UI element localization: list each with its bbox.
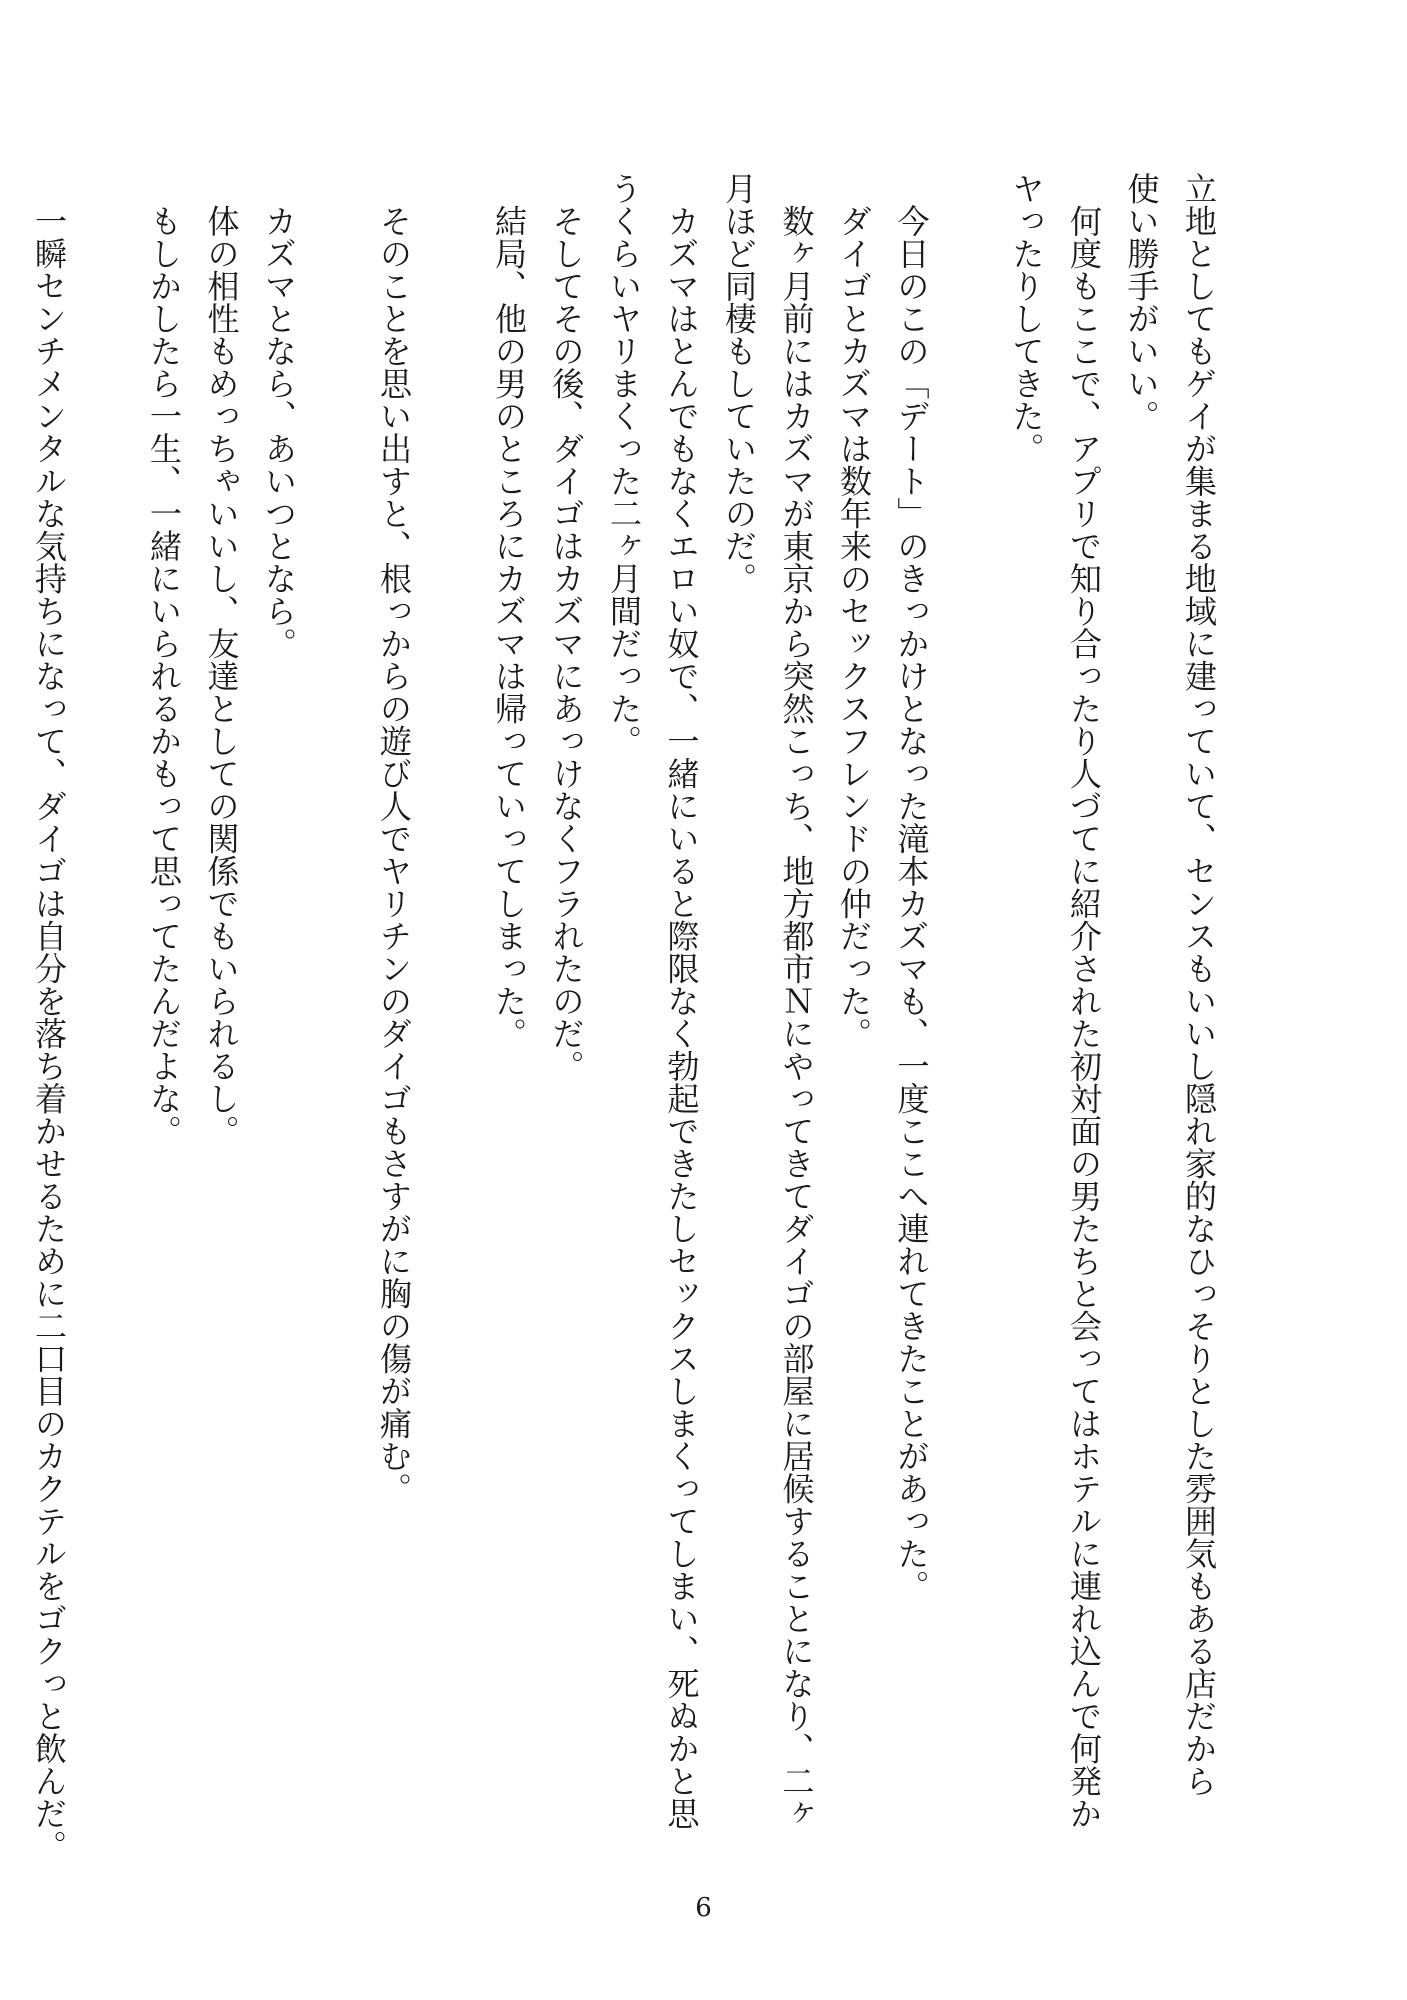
text-line: 月ほど同棲もしていたのだ。 [720, 172, 758, 595]
page-number: 6 [695, 1893, 712, 1923]
text-line: カズマはとんでもなくエロい奴で、一緒にいると際限なく勃起できたしセックスしまくってしまい、死ぬかと思 [662, 172, 701, 1830]
text-line: 数ヶ月前にはカズマが東京から突然こっち、地方都市Ｎにやってきてダイゴの部屋に居候することになり、二ヶ [777, 172, 816, 1830]
blank-line [940, 172, 998, 1892]
text-line: そのことを思い出すと、根っからの遊び人でヤリチンのダイゴもさすがに胸の傷が痛む。 [375, 172, 413, 1505]
text-line: カズマとなら、あいつとなら。 [260, 172, 298, 660]
blank-line [422, 172, 480, 1892]
text-line: 今日のこの「デート」のきっかけとなった滝本カズマも、一度ここへ連れてきたことがあった。 [892, 172, 931, 1602]
text-line: 一瞬センチメンタルな気持ちになって、ダイゴは自分を落ち着かせるために二口目のカクテルをゴクっと飲んだ。 [30, 172, 68, 1862]
body-text [20, 172, 1228, 1892]
text-line: ヤったりしてきた。 [1007, 172, 1046, 465]
text-line: 体の相性もめっちゃいいし、友達としての関係でもいられるし。 [202, 172, 241, 1147]
text-line: 立地としてもゲイが集まる地域に建っていて、センスもいいし隠れ家的なひっそりとした雰囲気もある店だから [1180, 172, 1218, 1797]
text-line: 結局、他の男のところにカズマは帰っていってしまった。 [490, 172, 528, 1050]
text-line: 何度もここで、アプリで知り合ったり人づてに紹介された初対面の男たちと会ってはホテルに連れ込んで何発か [1065, 172, 1103, 1830]
text-line: 使い勝手がいい。 [1122, 172, 1161, 432]
text-line: ダイゴとカズマは数年来のセックスフレンドの仲だった。 [835, 172, 873, 1050]
blank-line [77, 172, 135, 1892]
text-line: うくらいヤリまくった二ヶ月間だった。 [605, 172, 643, 757]
blank-line [307, 172, 365, 1892]
text-line: そしてその後、ダイゴはカズマにあっけなくフラれたのだ。 [547, 172, 586, 1082]
text-line: もしかしたら一生、一緒にいられるかもって思ってたんだよな。 [145, 172, 183, 1147]
